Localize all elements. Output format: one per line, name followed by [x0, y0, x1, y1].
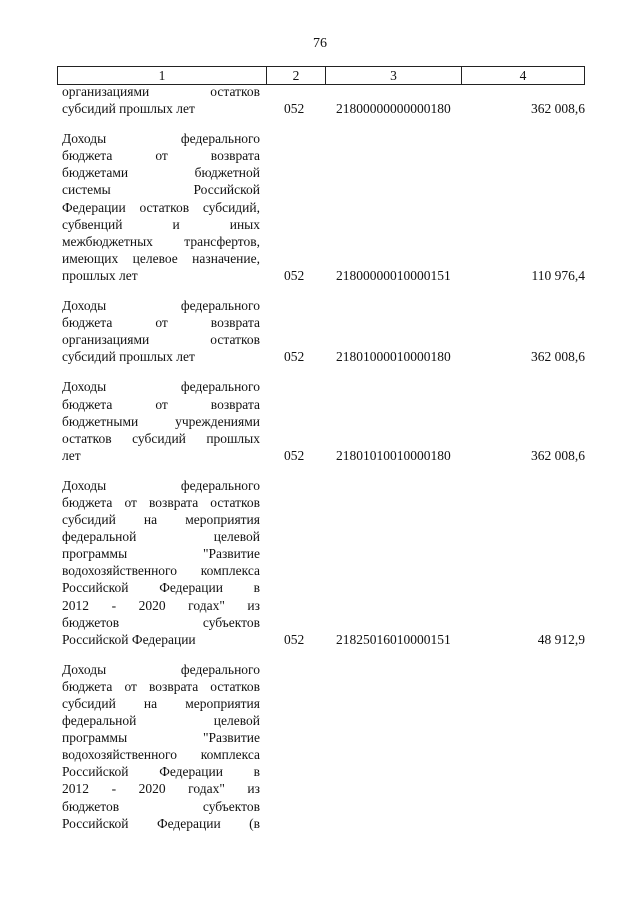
- header-col-3: 3: [326, 67, 462, 84]
- table-row: [0, 477, 640, 648]
- row-code: 052: [284, 101, 305, 117]
- description-line: остатков субсидий прошлых: [62, 430, 260, 446]
- table-row: [0, 661, 640, 832]
- page-number: 76: [313, 36, 327, 51]
- description-line: системы Российской: [62, 182, 260, 198]
- row-amount: 110 976,4: [531, 267, 585, 283]
- description-line: межбюджетных трансфертов,: [62, 233, 260, 249]
- description-line: бюджета от возврата: [62, 396, 260, 412]
- description-line: бюджета от возврата: [62, 315, 260, 331]
- row-code: 052: [284, 267, 305, 283]
- description-line: лет: [62, 447, 81, 463]
- row-classification-code: 21801000010000180: [336, 349, 451, 365]
- description-line: Доходы федерального: [62, 477, 260, 493]
- description-line: имеющих целевое назначение,: [62, 250, 260, 266]
- row-classification-code: 21801010010000180: [336, 447, 451, 463]
- row-classification-code: 21800000010000151: [336, 267, 451, 283]
- description-line: субсидий на мероприятия: [62, 696, 260, 711]
- description-line: Доходы федерального: [62, 379, 260, 395]
- description-line: федеральной целевой: [62, 529, 260, 545]
- description-line: субсидий прошлых лет: [62, 101, 195, 117]
- description-line: организациями остатков: [62, 84, 260, 99]
- description-line: организациями остатков: [62, 332, 260, 348]
- description-line: бюджета от возврата: [62, 148, 260, 164]
- description-line: Доходы федерального: [62, 131, 260, 147]
- description-line: Российской Федерации в: [62, 764, 260, 780]
- table-body: [0, 83, 640, 845]
- table-row: [0, 130, 640, 284]
- description-line: бюджетов субъектов: [62, 614, 260, 630]
- description-line: Российской Федерации: [62, 631, 196, 647]
- table-row: [0, 83, 640, 117]
- row-code: 052: [284, 447, 305, 463]
- row-amount: 48 912,9: [537, 631, 585, 647]
- row-classification-code: 21800000000000180: [336, 101, 451, 117]
- description-line: прошлых лет: [62, 267, 138, 283]
- description-line: субвенций и иных: [62, 216, 260, 232]
- description-line: программы "Развитие: [62, 546, 260, 562]
- description-line: Доходы федерального: [62, 661, 260, 677]
- row-code: 052: [284, 349, 305, 365]
- row-amount: 362 008,6: [531, 101, 585, 117]
- row-description: [62, 297, 260, 365]
- table-row: [0, 297, 640, 365]
- table-row: [0, 378, 640, 463]
- row-description: [62, 83, 260, 117]
- row-description: [62, 130, 260, 284]
- description-line: федеральной целевой: [62, 713, 260, 729]
- description-line: бюджета от возврата остатков: [62, 678, 260, 694]
- description-line: водохозяйственного комплекса: [62, 747, 260, 763]
- description-line: субсидий на мероприятия: [62, 512, 260, 528]
- description-line: субсидий прошлых лет: [62, 349, 195, 365]
- header-col-4: 4: [519, 67, 527, 83]
- row-code: 052: [284, 631, 305, 647]
- description-line: водохозяйственного комплекса: [62, 563, 260, 579]
- description-line: бюджетами бюджетной: [62, 165, 260, 181]
- row-description: [62, 477, 260, 648]
- header-col-1: 1: [58, 67, 267, 84]
- row-description: [62, 378, 260, 463]
- row-classification-code: 21825016010000151: [336, 631, 451, 647]
- description-line: 2012 - 2020 годах" из: [62, 597, 260, 613]
- description-line: бюджетов субъектов: [62, 798, 260, 814]
- description-line: Федерации остатков субсидий,: [62, 199, 260, 215]
- description-line: бюджета от возврата остатков: [62, 494, 260, 510]
- description-line: Российской Федерации (в: [62, 815, 260, 831]
- row-amount: 362 008,6: [531, 349, 585, 365]
- description-line: Российской Федерации в: [62, 580, 260, 596]
- row-amount: 362 008,6: [531, 447, 585, 463]
- description-line: программы "Развитие: [62, 730, 260, 746]
- description-line: Доходы федерального: [62, 298, 260, 314]
- description-line: 2012 - 2020 годах" из: [62, 781, 260, 797]
- row-description: [62, 661, 260, 832]
- header-col-2: 2: [267, 67, 326, 84]
- description-line: бюджетными учреждениями: [62, 413, 260, 429]
